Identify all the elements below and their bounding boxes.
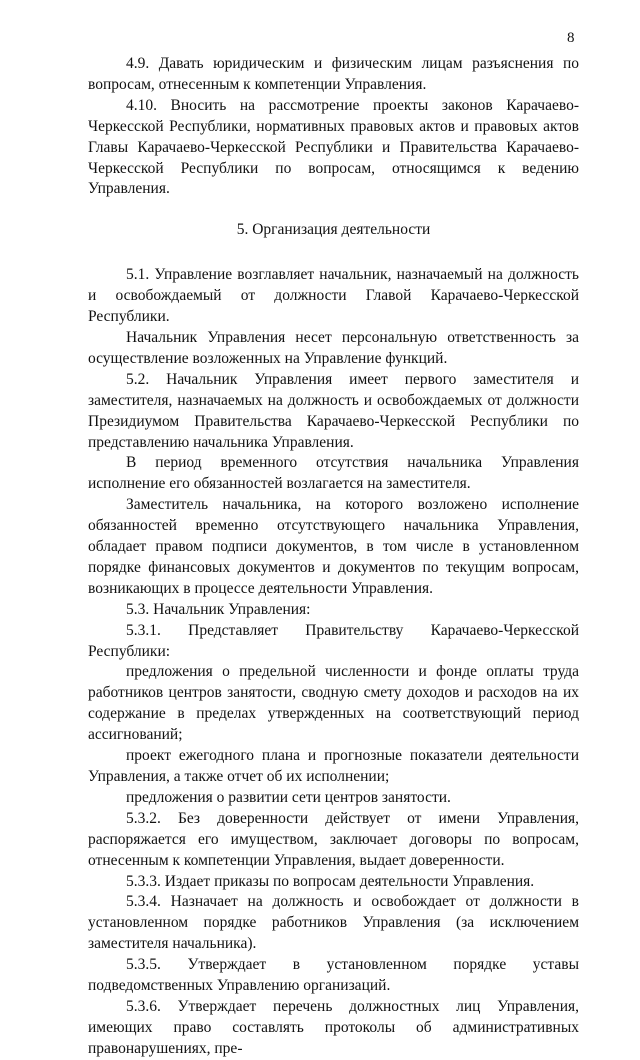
paragraph-5-3-1: 5.3.1. Представляет Правительству Карачаево-Черкесской Республики:	[88, 621, 579, 660]
document-body	[88, 54, 579, 1060]
paragraph-4-9: 4.9. Давать юридическим и физическим лицам разъяснения по вопросам, отнесенным к компетенции Управления.	[88, 55, 579, 93]
paragraph-5-3-4: 5.3.4. Назначает на должность и освобождает от должности в установленном порядке работников Управления (за исключением заместителя начальника).	[88, 893, 579, 953]
paragraph-5-3-6: 5.3.6. Утверждает перечень должностных лиц Управления, имеющих право составлять протоколы об административных правонарушениях, пре-	[88, 997, 579, 1057]
paragraph-5-3-5: 5.3.5. Утверждает в установленном порядке уставы подведомственных Управлению организаций.	[88, 956, 579, 995]
list-item: предложения о предельной численности и фонде оплаты труда работников центров занятости, сводную смету доходов и расходов на их содержание в пределах утвержденных на соответствующий период ассигнований;	[88, 663, 579, 744]
paragraph-5-1: 5.1. Управление возглавляет начальник, назначаемый на должность и освобождаемый от должности Главой Карачаево-Черкесской Республики.	[88, 266, 579, 326]
list-item: проект ежегодного плана и прогнозные показатели деятельности Управления, а также отчет об их исполнении;	[88, 747, 579, 785]
paragraph-5-3: 5.3. Начальник Управления:	[126, 600, 311, 618]
list-item: предложения о развитии сети центров занятости.	[126, 788, 451, 806]
page-number: 8	[567, 30, 575, 46]
section-heading: 5. Организация деятельности	[236, 221, 431, 239]
paragraph: Заместитель начальника, на которого возложено исполнение обязанностей временно отсутствующего начальника Управления, обладает правом подписи документов, в том числе в установленном порядке финансовых документов и документов по текущим вопросам, возникающих в процессе деятельности Управления.	[88, 496, 579, 597]
paragraph-5-3-2: 5.3.2. Без доверенности действует от имени Управления, распоряжается его имуществом, заключает договоры по вопросам, отнесенным к компетенции Управления, выдает доверенности.	[88, 809, 579, 869]
paragraph-4-10: 4.10. Вносить на рассмотрение проекты законов Карачаево-Черкесской Республики, нормативных правовых актов и правовых актов Главы Карачаево-Черкесской Республики и Правительства Карачаево-Черкесской Республики по вопросам, относящимся к ведению Управления.	[88, 96, 579, 198]
paragraph-5-2: 5.2. Начальник Управления имеет первого заместителя и заместителя, назначаемых на должность и освобождаемых от должности Президиумом Правительства Карачаево-Черкесской Республики по представлению начальника Управления.	[88, 370, 579, 451]
paragraph: В период временного отсутствия начальника Управления исполнение его обязанностей возлагается на заместителя.	[88, 454, 579, 493]
paragraph-5-3-3: 5.3.3. Издает приказы по вопросам деятельности Управления.	[126, 872, 535, 890]
paragraph: Начальник Управления несет персональную ответственность за осуществление возложенных на Управление функций.	[88, 328, 579, 367]
